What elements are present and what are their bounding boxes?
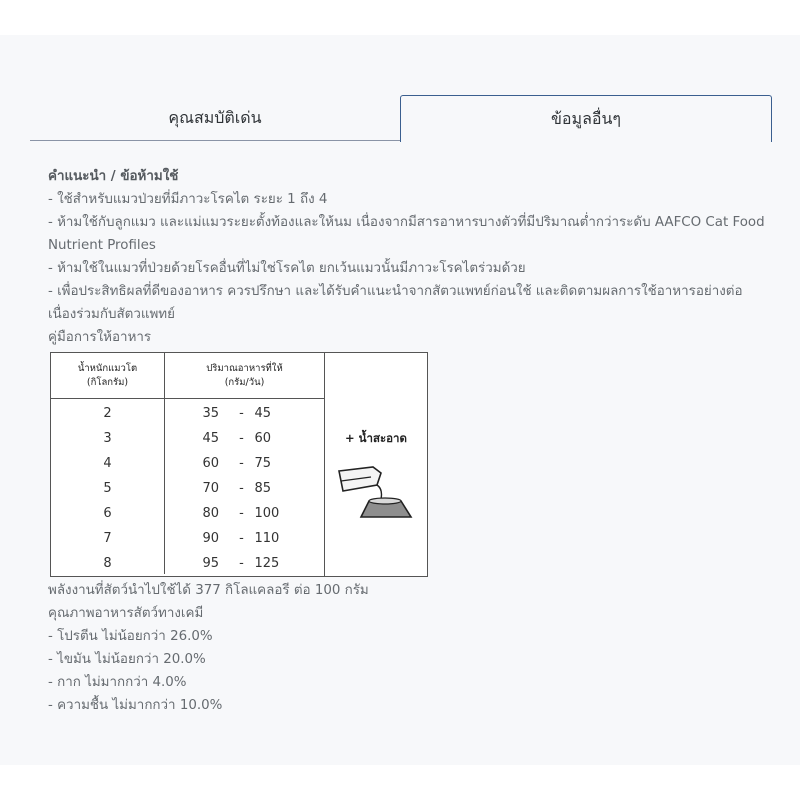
amount-column-header xyxy=(165,353,324,398)
instruction-item: - ใช้สำหรับแมวป่วยที่มีภาวะโรคไต ระยะ 1 ถึง 4 xyxy=(48,192,328,207)
chemical-quality-label: คุณภาพอาหารสัตว์ทางเคมี xyxy=(48,606,204,621)
amount-cell xyxy=(165,551,324,576)
amount-min: 35 xyxy=(202,406,220,421)
instructions-heading: คำแนะนำ / ข้อห้ามใช้ xyxy=(48,169,179,184)
amount-max: 60 xyxy=(254,431,272,446)
tab-features[interactable] xyxy=(30,95,400,141)
amount-cell xyxy=(165,451,324,476)
weight-cell: 4 xyxy=(103,456,112,471)
weight-column-header xyxy=(51,353,165,398)
amount-cell xyxy=(165,426,324,451)
weight-header-line2: (กิโลกรัม) xyxy=(86,376,129,388)
amount-min: 80 xyxy=(202,506,220,521)
amount-max: 125 xyxy=(254,556,280,571)
chemical-item: - โปรตีน ไม่น้อยกว่า 26.0% xyxy=(48,629,213,644)
feeding-table-body xyxy=(51,399,324,574)
amount-dash: - xyxy=(239,431,244,446)
amount-cell xyxy=(165,526,324,551)
instruction-item: - เพื่อประสิทธิผลที่ดีของอาหาร ควรปรึกษา และได้รับคำแนะนำจากสัตวแพทย์ก่อนใช้ และติดตามผลการใช้อาหารอย่างต่อเนื่องร่วมกับสัตวแพทย์ xyxy=(48,284,743,322)
amount-dash: - xyxy=(239,456,244,471)
amount-cell xyxy=(165,501,324,526)
chemical-item: - ความชื้น ไม่มากกว่า 10.0% xyxy=(48,698,223,713)
amount-cell xyxy=(165,476,324,501)
energy-text: พลังงานที่สัตว์นำไปใช้ได้ 377 กิโลแคลอรี ต่อ 100 กรัม xyxy=(48,583,369,598)
weight-cell: 6 xyxy=(103,506,112,521)
amount-dash: - xyxy=(239,481,244,496)
weight-header-line1: น้ำหนักแมวโต xyxy=(77,362,138,374)
chemical-item: - ไขมัน ไม่น้อยกว่า 20.0% xyxy=(48,652,206,667)
weight-column xyxy=(51,399,165,574)
weight-cell: 5 xyxy=(103,481,112,496)
amount-min: 70 xyxy=(202,481,220,496)
instruction-item: - ห้ามใช้ในแมวที่ป่วยด้วยโรคอื่นที่ไม่ใช่โรคไต ยกเว้นแมวนั้นมีภาวะโรคไตร่วมด้วย xyxy=(48,261,526,276)
instruction-item: - ห้ามใช้กับลูกแมว และแม่แมวระยะตั้งท้องและให้นม เนื่องจากมีสารอาหารบางตัวที่มีปริมาณต่ำกว่าระดับ AAFCO Cat Food Nutrient Profiles xyxy=(48,215,765,253)
amount-max: 110 xyxy=(254,531,280,546)
weight-cell: 8 xyxy=(103,556,112,571)
feeding-table-header xyxy=(51,353,324,399)
weight-cell: 3 xyxy=(103,431,112,446)
water-label: + น้ำสะอาด xyxy=(345,431,407,445)
amount-header-line1: ปริมาณอาหารที่ให้ xyxy=(206,362,283,374)
tab-features-label: คุณสมบัติเด่น xyxy=(168,107,262,127)
amount-max: 45 xyxy=(254,406,272,421)
amount-max: 75 xyxy=(254,456,272,471)
amount-header-line2: (กรัม/วัน) xyxy=(224,376,265,388)
tab-other-info[interactable] xyxy=(400,95,772,142)
amount-dash: - xyxy=(239,506,244,521)
amount-max: 100 xyxy=(254,506,280,521)
amount-min: 90 xyxy=(202,531,220,546)
tab-other-info-label: ข้อมูลอื่นๆ xyxy=(550,108,622,128)
amount-dash: - xyxy=(239,531,244,546)
weight-cell: 2 xyxy=(103,406,112,421)
amount-dash: - xyxy=(239,556,244,571)
amount-min: 95 xyxy=(202,556,220,571)
chemical-item: - กาก ไม่มากกว่า 4.0% xyxy=(48,675,187,690)
amount-cell xyxy=(165,401,324,426)
tab-content xyxy=(48,165,768,717)
feeding-table xyxy=(50,352,428,577)
tab-bar xyxy=(30,95,772,141)
water-bowl-icon xyxy=(337,465,417,525)
amount-dash: - xyxy=(239,406,244,421)
amount-min: 45 xyxy=(202,431,220,446)
feeding-table-grid xyxy=(51,353,325,576)
amount-max: 85 xyxy=(254,481,272,496)
weight-cell: 7 xyxy=(103,531,112,546)
amount-column xyxy=(165,399,324,574)
water-cell xyxy=(325,353,427,576)
feeding-guide-label: คู่มือการให้อาหาร xyxy=(48,330,152,345)
amount-min: 60 xyxy=(202,456,220,471)
